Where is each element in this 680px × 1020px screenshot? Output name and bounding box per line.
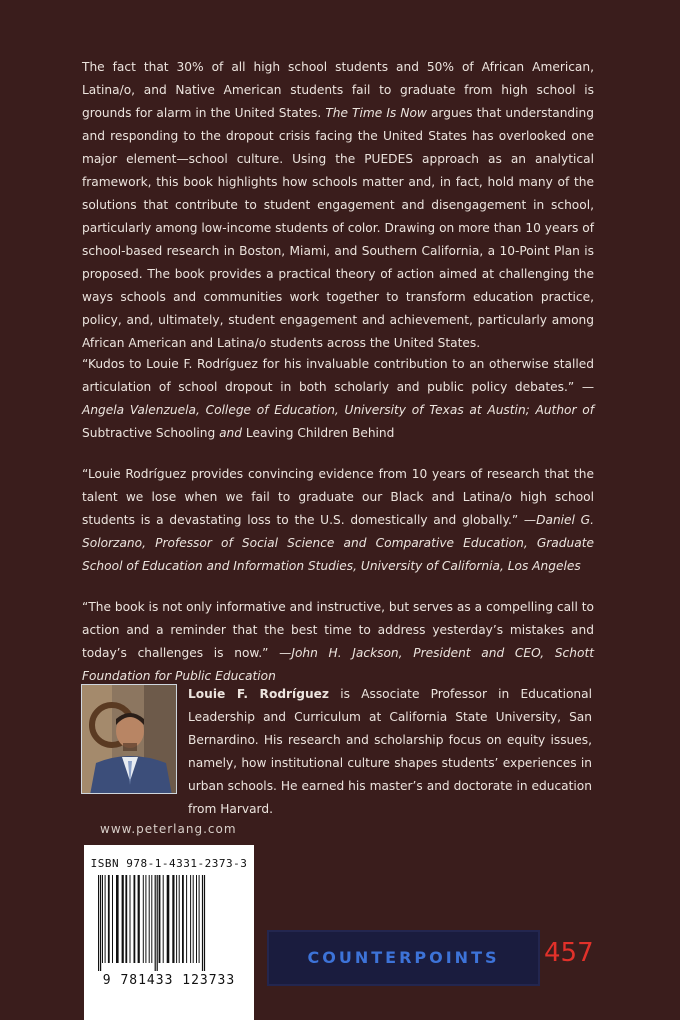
endorsement-attribution: —Daniel G. Solorzano, Professor of Social Science and Comparative Education, Graduate School of Education and Information Studies, University of California, Los Angeles [82, 513, 594, 573]
barcode-bar [102, 875, 103, 963]
barcode-bar [151, 875, 152, 963]
barcode-bar [143, 875, 144, 963]
barcode-bar [190, 875, 191, 963]
book-description: The fact that 30% of all high school students and 50% of African American, Latina/o, and Native American students fail to graduate from high school is grounds for alarm in the United States. The Time Is Now argues that understanding and responding to the dropout crisis facing the United States has overlooked one major element—school culture. Using the PUEDES approach as an analytical framework, this book highlights how schools matter and, in fact, hold many of the solutions that contribute to student engagement and disengagement in school, particularly among low-income students of color. Drawing on more than 10 years of school-based research in Boston, Miami, and Southern California, a 10-Point Plan is proposed. The book provides a practical theory of action aimed at challenging the ways schools and communities work together to transform education practice, policy, and, ultimately, student engagement and achievement, particularly among African American and Latina/o students across the United States. [82, 60, 595, 350]
barcode-guard-bar [204, 875, 205, 971]
barcode-bar [130, 875, 131, 963]
barcode-bar [172, 875, 174, 963]
barcode-bar [199, 875, 200, 963]
barcode-guard-bar [100, 875, 101, 971]
barcode-bar [149, 875, 150, 963]
series-name: COUNTERPOINTS [307, 948, 500, 967]
barcode-bar [122, 875, 124, 963]
endorsement-solorzano [82, 463, 594, 578]
isbn-label: ISBN 978-1-4331-2373-3 [90, 857, 248, 870]
author-photo [81, 684, 177, 794]
author-name: Louie F. Rodríguez [188, 687, 329, 701]
barcode-bar [176, 875, 177, 963]
barcode-bars-icon [94, 875, 244, 971]
barcode-bar [163, 875, 164, 963]
barcode-bar [186, 875, 187, 963]
barcode-bar [125, 875, 127, 963]
barcode-bar [182, 875, 184, 963]
endorsement-attribution: —John H. Jackson, President and CEO, Schott Foundation for Public Education [82, 646, 594, 683]
barcode-bar [138, 875, 140, 963]
barcode-bar [167, 875, 170, 963]
author-bio: Louie F. Rodríguez is Associate Professor in Educational Leadership and Curriculum at California State University, San Bernardino. His research and scholarship focus on equity issues, namely, how institutional culture shapes students’ experiences in urban schools. He earned his master’s and doctorate in education from Harvard. [188, 687, 592, 816]
series-logo [267, 930, 540, 986]
endorsement-quote: “The book is not only informative and instructive, but serves as a compelling call to action and a reminder that the best time to address yesterday’s mistakes and today’s challenges is now.” [82, 600, 594, 660]
barcode-bar [116, 875, 119, 963]
barcode-guard-bar [98, 875, 99, 971]
endorsement-quote: “Louie Rodríguez provides convincing evidence from 10 years of research that the talent we lose when we fail to graduate our Black and Latina/o high school students is a devastating loss to the U.S. domestically and globally.” [82, 467, 594, 527]
endorsement-quote: “Kudos to Louie F. Rodríguez for his invaluable contribution to an otherwise stalled articulation of school dropout in both scholarly and public policy debates.” [82, 357, 594, 394]
barcode-bar [193, 875, 194, 963]
barcode-bar [196, 875, 197, 963]
barcode-bar [134, 875, 136, 963]
barcode-guard-bar [157, 875, 158, 971]
barcode-bar [179, 875, 180, 963]
barcode-bar [159, 875, 161, 963]
publisher-website[interactable]: www.peterlang.com [100, 822, 237, 836]
barcode-guard-bar [155, 875, 156, 971]
series-number: 457 [544, 938, 594, 968]
barcode-bar [105, 875, 106, 963]
barcode-digits: 9 781433 123733 [102, 973, 236, 988]
endorsement-attribution: —Angela Valenzuela, College of Education, University of Texas at Austin; Author of [82, 380, 594, 417]
endorsement-jackson [82, 596, 594, 688]
barcode-bar [145, 875, 146, 963]
barcode [84, 845, 254, 1020]
barcode-guard-bar [202, 875, 203, 971]
barcode-bar [108, 875, 110, 963]
barcode-bar [112, 875, 113, 963]
book-title: The Time Is Now [325, 106, 427, 120]
endorsement-valenzuela: “Kudos to Louie F. Rodríguez for his invaluable contribution to an otherwise stalled articulation of school dropout in both scholarly and public policy debates.” —Angela Valenzuela, College of Education, University of Texas at Austin; Author of Subtractive Schooling and Leaving Children Behind [82, 357, 594, 440]
author-portrait-icon [82, 685, 177, 794]
